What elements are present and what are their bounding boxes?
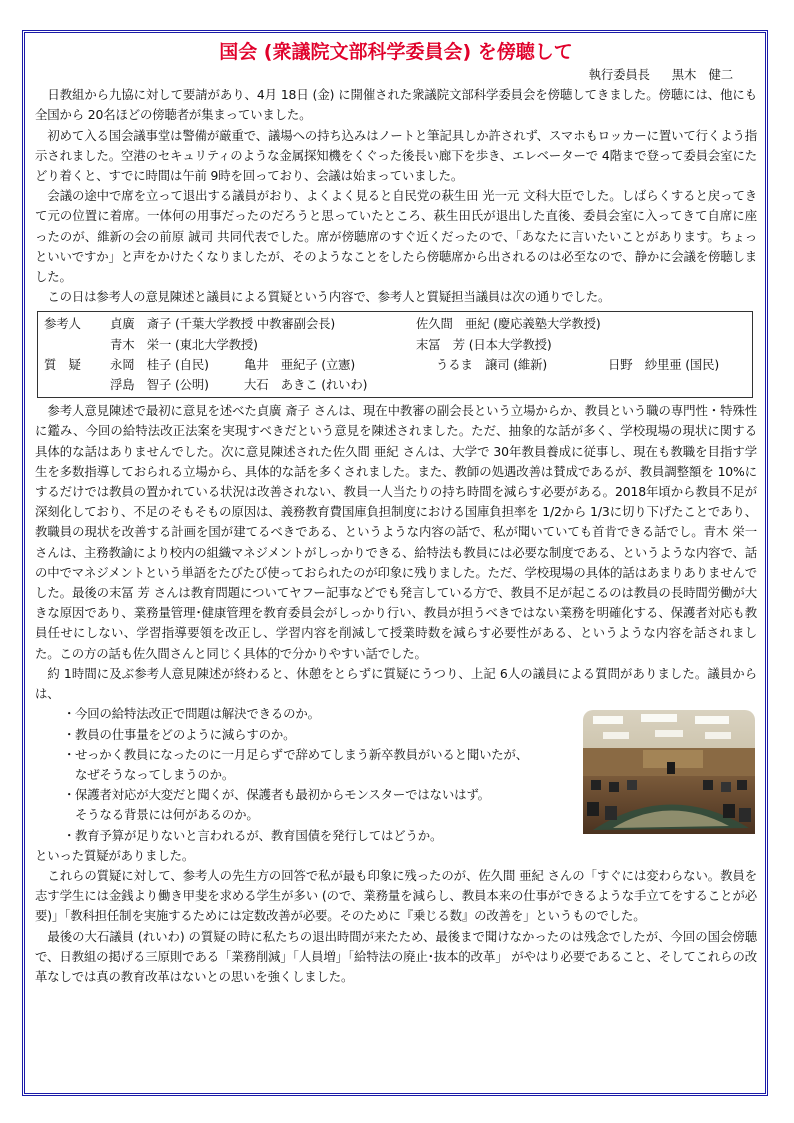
- sankounin-sadahiro: 貞廣 斎子 (千葉大学教授 中教審副会長): [110, 316, 336, 332]
- committee-photo: [583, 710, 755, 834]
- author-role: 執行委員長: [588, 67, 650, 82]
- sankounin-aoki: 青木 栄一 (東北大学教授): [110, 336, 258, 352]
- question-item: ・ 保護者対応が大変だと聞くが、保護者も最初からモンスターではないはず。 そうなる背景には何があるのか。: [63, 787, 490, 823]
- shitsugi-kamei: 亀井 亜紀子 (立憲): [244, 356, 356, 372]
- bullet-icon: ・: [63, 726, 76, 742]
- intro-paragraph-1: 日教組から九協に対して要請があり、4月 18日 (金) に開催された衆議院文部科学委員会を傍聴してきました。傍聴には、他にも全国から 20名ほどの傍聴者が集まっていました。: [35, 87, 757, 123]
- body-paragraph-1: 参考人意見陳述で最初に意見を述べた貞廣 斎子 さんは、現在中教審の副会長という立場からか、教員という職の専門性・特殊性に鑑み、今回の給特法改正法案を実現すべきだという意見を陳述されました。ただ、抽象的な話が多く、学校現場の現状に関する具体的な話はありませんでした。次に意見陳述された佐久間 亜紀 さんは、大学で 30年教員養成に従事し、現在も教職を目指す学生を多数指導しておられる立場から、具体的な話を多くされました。また、教師の処遇改善は賛成であるが、教員調整額を 10%にするだけでは教員の置かれている状況は改善されない、教員一人当たりの持ち時間を減らす必要がある。2018年頃から教員不足が深刻化しており、不足のそもそもの原因は、義務教育費国庫負担制度における国庫負担率を 1/2から 1/3に切り下げたことであり、教職員の現状を改善する計画を国が建てるべきである、というような内容の話で、私が聞いていても首肯できる話でし。青木 栄一 さんは、主務教諭により校内の組織マネジメントがしっかりできる、給特法も教員には必要な制度である、というような内容で、話の中でマネジメントという単語をたびたび使っておられたのが印象に残りました。ただ、学校現場の具体的話はあまりありませんでした。最後の末冨 芳 さんは教育問題についてヤフー記事などでも発言している方で、教員不足が起こるのは教員の長時間労働が大きな原因であり、業務量管理･健康管理を教育委員会がしっかり行い、教員が担うべきではない業務を明確化する、保護者対応も教員任せにしない、学習指導要領を改正し、学習内容を削減して授業時数を減らす必要性がある、というような内容を話されました。この方の話も佐久間さんと同じく具体的で分かりやすい話でした。: [35, 403, 757, 661]
- shitsugi-hino: 日野 紗里亜 (国民): [608, 356, 720, 372]
- question-item: ・ 今回の給特法改正で問題は解決できるのか。: [63, 704, 593, 724]
- sankounin-sakuma: 佐久間 亜紀 (慶応義塾大学教授): [416, 316, 601, 332]
- shitsugi-ukishima: 浮島 智子 (公明): [110, 377, 209, 393]
- committee-room-illustration: [583, 710, 755, 834]
- sankounin-label: 参考人: [44, 316, 81, 332]
- shitsugi-label: 質 疑: [44, 356, 81, 372]
- bullet-icon: ・: [63, 827, 76, 843]
- shitsugi-uruma: うるま 譲司 (維新): [436, 356, 548, 372]
- bullet-icon: ・: [63, 746, 76, 762]
- author-name: 黒木 健二: [671, 67, 733, 82]
- intro-paragraph-2: 初めて入る国会議事堂は警備が厳重で、議場への持ち込みはノートと筆記具しか許されず、スマホもロッカーに置いて行くよう指示されました。空港のセキュリティのような金属探知機をくぐった後長い廊下を歩き、エレベーターで 4階まで登って委員会室にたどり着くと、すでに時間は午前 9時を回っており、会議は始まっていました。: [35, 127, 757, 184]
- participants-box: [37, 311, 753, 398]
- shitsugi-row-1: [44, 355, 746, 375]
- end-paragraph-1: これらの質疑に対して、参考人の先生方の回答で私が最も印象に残ったのが、佐久間 亜紀 さんの「すぐには変わらない。教員を志す学生には金銭より働き甲斐を求める学生が多い (ので、業務量を減らし、教員本来の仕事ができるような手立てをすることが必要)」「教科担任制を実施するためには定数改善が必要。そのために『乗じる数』の改善を」というものでした。: [35, 867, 757, 924]
- page-frame: [22, 30, 768, 1096]
- sankounin-row-1: [44, 314, 746, 334]
- sankounin-suetomi: 末冨 芳 (日本大学教授): [416, 336, 552, 352]
- bullet-icon: ・: [63, 706, 76, 722]
- shitsugi-row-2: [44, 375, 746, 395]
- question-item: ・ 教育予算が足りないと言われるが、教育国債を発行してはどうか。: [63, 826, 593, 846]
- sankounin-row-2: [44, 335, 746, 355]
- intro-paragraph-3: 会議の途中で席を立って退出する議員がおり、よくよく見ると自民党の萩生田 光一元 文科大臣でした。しばらくすると戻ってきて元の位置に着席。一体何の用事だったのだろうと思っていたところ、萩生田氏が退出した直後、委員会室に入ってきて自席に座ったのが、維新の会の前原 誠司 共同代表でした。席が傍聴席のすぐ近くだったので、「あなたに言いたいことがあります。ちょっといいですか」と声をかけたくなりましたが、そのようなことをしたら傍聴席から出されるのは必至なので、静かに会議を傍聴しました。: [35, 188, 757, 285]
- question-list: [63, 704, 593, 845]
- end-paragraph-2: 最後の大石議員 (れいわ) の質疑の時に私たちの退出時間が来たため、最後まで聞けなかったのは残念でしたが、今回の国会傍聴で、日教組の掲げる三原則である「業務削減」「人員増」「給特法の廃止･抜本的改革」 がやはり必要であること、そしてこれらの改革なしでは真の教育改革はないとの思いを強くしました。: [35, 928, 757, 984]
- bullet-icon: ・: [63, 787, 76, 803]
- question-item: ・ 教員の仕事量をどのように減らすのか。: [63, 725, 593, 745]
- intro-paragraph-4: この日は参考人の意見陳述と議員による質疑という内容で、参考人と質疑担当議員は次の通りでした。: [47, 289, 611, 305]
- body-paragraph-2: 約 1時間に及ぶ参考人意見陳述が終わると、休憩をとらずに質疑にうつり、上記 6人の議員による質問がありました。議員からは、: [35, 665, 757, 702]
- after-questions: といった質疑がありました。: [35, 847, 195, 863]
- article: [25, 33, 765, 1093]
- question-item: ・ せっかく教員になったのに一月足らずで辞めてしまう新卒教員がいると聞いたが、 なぜそうなってしまうのか。: [63, 746, 529, 782]
- shitsugi-oishi: 大石 あきこ (れいわ): [244, 377, 368, 393]
- article-title: 国会 (衆議院文部科学委員会) を傍聴して: [219, 41, 573, 63]
- shitsugi-nagaoka: 永岡 桂子 (自民): [110, 356, 209, 372]
- author-line: [35, 65, 733, 85]
